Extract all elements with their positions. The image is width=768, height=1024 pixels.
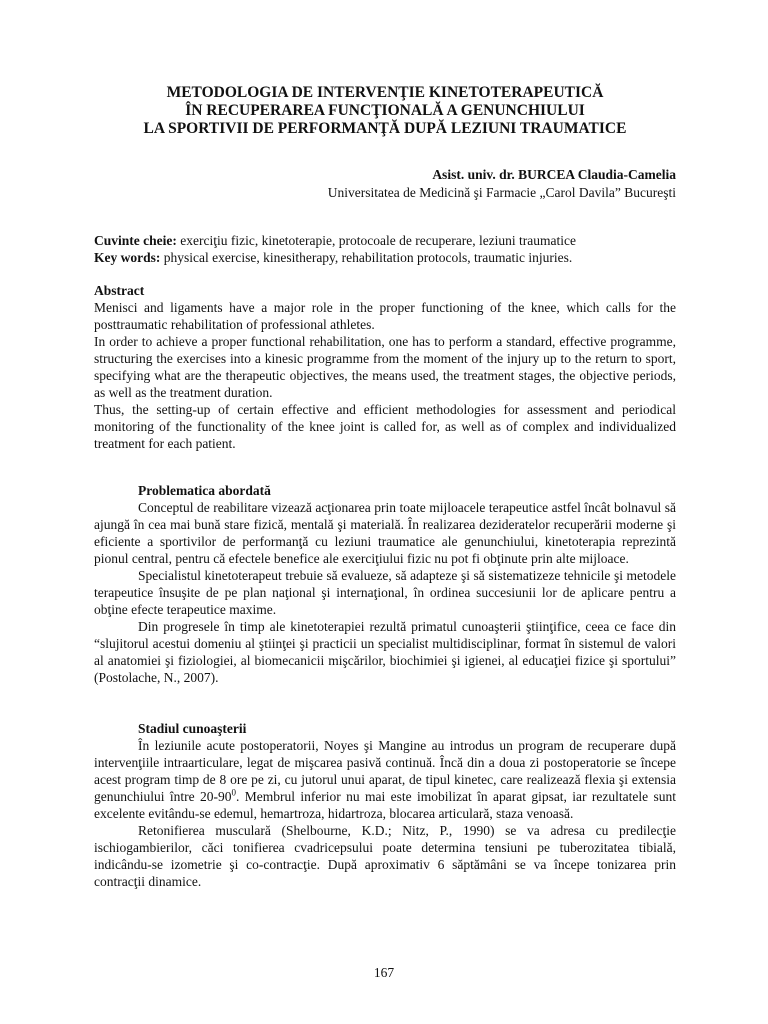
- body-paragraph: Din progresele în timp ale kinetoterapiei rezultă primatul cunoaşterii ştiinţifice, ceea ce face din “slujitorul acestui domeniu al ştiinţei şi practicii un specialist multidisciplinar, format în sistemul de valori al anatomiei şi fiziologiei, al biomecanicii mişcărilor, biochimiei şi igienei, al educaţiei fizice şi sportului” (Postolache, N., 2007).: [94, 619, 676, 685]
- title-line-2: ÎN RECUPERAREA FUNCŢIONALĂ A GENUNCHIULUI: [185, 102, 585, 119]
- abstract-section: [94, 282, 676, 452]
- abstract-paragraph: In order to achieve a proper functional rehabilitation, one has to perform a standard, effective programme, structuring the exercises into a kinesic programme from the moment of the injury up to the return to sport, specifying what are the therapeutic objectives, the means used, the treatment stages, the objective periods, as well as the treatment duration.: [94, 334, 676, 400]
- keywords-english: [94, 249, 676, 266]
- body-paragraph: Conceptul de reabilitare vizează acţionarea prin toate mijloacele terapeutice astfel încât bolnavul să ajungă în cea mai bună stare fizică, mentală şi materială. În realizarea dezideratelor recuperării moderne şi eficiente a sportivilor de performanţă cu leziuni traumatice ale genunchiului, kinetoterapia reprezintă pionul central, pentru că efectele benefice ale exerciţiului fizic nu pot fi obţinute prin alte mijloace.: [94, 500, 676, 566]
- keywords-ro-label: Cuvinte cheie:: [94, 233, 177, 248]
- abstract-paragraph: Thus, the setting-up of certain effective and efficient methodologies for assessment and periodical monitoring of the functionality of the knee joint is called for, as well as of complex and individualized treatment for each patient.: [94, 402, 676, 451]
- title-line-3: LA SPORTIVII DE PERFORMANŢĂ DUPĂ LEZIUNI TRAUMATICE: [143, 120, 627, 137]
- page-number: 167: [373, 965, 395, 980]
- body-paragraph: Retonifierea musculară (Shelbourne, K.D.; Nitz, P., 1990) se va adresa cu predilecţie ischiogambierilor, căci tonifierea cvadricepsului poate determina tensiuni pe tuberozitatea tibială, indicându-se izometrie şi co-contracţie. După aproximativ 6 săptămâni se va începe tonizarea prin contracţii dinamice.: [94, 823, 676, 889]
- keywords-block: [94, 232, 676, 266]
- keywords-en-text: physical exercise, kinesitherapy, rehabilitation protocols, traumatic injuries.: [160, 250, 573, 265]
- paragraph-text: În leziunile acute postoperatorii, Noyes şi Mangine au introdus un program de recuperare după intervenţiile intraarticulare, legat de mişcarea pasivă continuă. Încă din a doua zi postoperatorie se începe acest program timp de 8 ore pe zi, cu jutorul unui aparat, de tipul kinetec, care realizează flexia şi extensia genunchiului între 20-90: [94, 738, 676, 804]
- body-paragraph: [94, 737, 676, 822]
- keywords-romanian: [94, 232, 676, 249]
- author-name: Asist. univ. dr. BURCEA Claudia-Camelia: [432, 167, 676, 182]
- section-heading: Stadiul cunoaşterii: [138, 721, 247, 736]
- author-block: [94, 166, 676, 202]
- section-stadiul: [94, 720, 676, 890]
- section-heading: Problematica abordată: [138, 483, 271, 498]
- document-page: [94, 84, 676, 890]
- abstract-paragraph: Menisci and ligaments have a major role in the proper functioning of the knee, which calls for the posttraumatic rehabilitation of professional athletes.: [94, 300, 676, 332]
- keywords-ro-text: exerciţiu fizic, kinetoterapie, protocoale de recuperare, leziuni traumatice: [176, 233, 577, 248]
- body-paragraph: Specialistul kinetoterapeut trebuie să evalueze, să adapteze şi să sistematizeze tehnicile şi metodele terapeutice însuşite de pe plan naţional şi internaţional, în ordinea succesiunii lor de aplicare pentru a obţine efecte terapeutice maxime.: [94, 568, 676, 617]
- abstract-heading: Abstract: [94, 283, 145, 298]
- title-line-1: METODOLOGIA DE INTERVENŢIE KINETOTERAPEUTICĂ: [166, 84, 604, 101]
- author-affiliation: Universitatea de Medicină şi Farmacie „Carol Davila” Bucureşti: [327, 185, 676, 200]
- section-problematica: [94, 482, 676, 686]
- keywords-en-label: Key words:: [94, 250, 161, 265]
- paragraph-text: . Membrul inferior nu mai este imobilizat în aparat gipsat, iar rezultatele sunt excelente evitându-se edemul, hemartroza, hidartroza, blocarea articulară, staza venoasă.: [94, 789, 676, 821]
- paper-title: [94, 84, 676, 138]
- degree-superscript: 0: [231, 787, 236, 798]
